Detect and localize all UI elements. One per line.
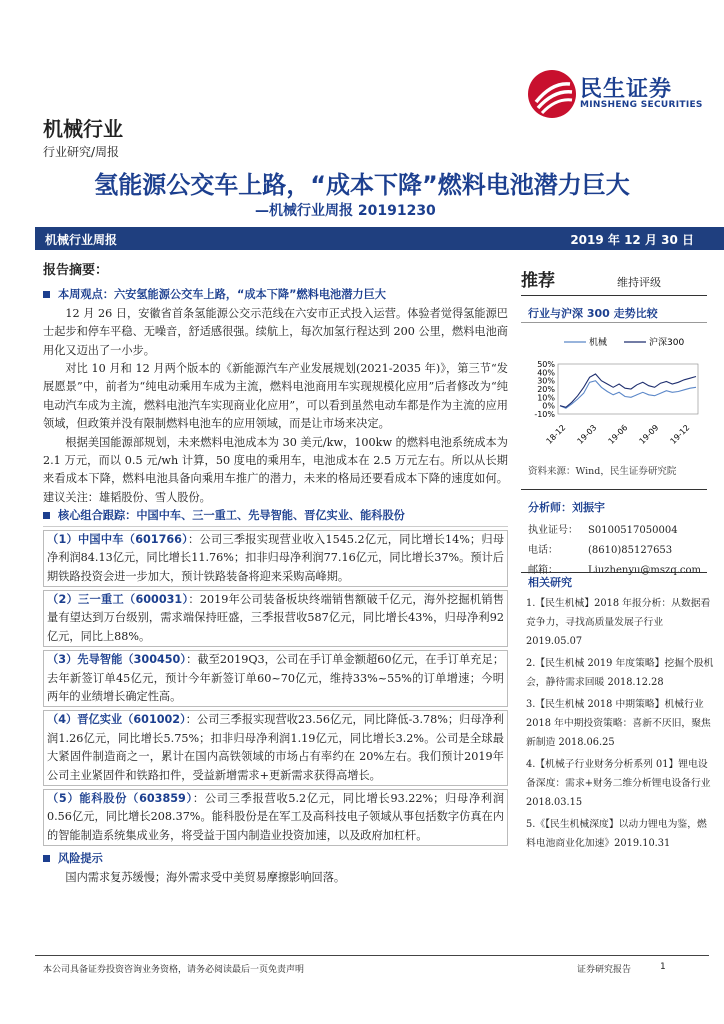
- analyst-name: 分析师：刘振宇: [528, 501, 605, 514]
- y-tick-label: 30%: [537, 376, 555, 386]
- stock-name: （3）先导智能（300450）: [47, 653, 187, 667]
- related-heading: 相关研究: [528, 576, 572, 589]
- stock-text: ：公司三季报实现营业收入1545.2亿元，同比增长14%；归母净利润84.13亿元，同比增长11.76%；扣非归母净利润77.16亿元，同比增长37%。预计后期铁路投资会进一步加大，预计铁路装备将迎来采购高峰期。: [47, 532, 505, 583]
- chart-source: 资料来源：Wind，民生证券研究院: [528, 466, 677, 477]
- page-number: 1: [660, 962, 666, 972]
- rating-label: 维持评级: [617, 276, 661, 289]
- report-title: 氢能源公交车上路，“成本下降”燃料电池潜力巨大: [94, 171, 630, 199]
- stock-name: （2）三一重工（600031）: [47, 592, 189, 606]
- trend-chart: [528, 330, 706, 450]
- section-view: [43, 286, 508, 304]
- logo-subtext: MINSHENG SECURITIES: [580, 100, 703, 110]
- y-tick-label: -10%: [534, 410, 555, 419]
- phone-label: 电话：: [528, 545, 558, 556]
- stock-text: ：公司三季报营收5.2亿元，同比增长93.22%；归母净利润0.56亿元，同比增长208.37%。能科股份是在军工及高科技电子领域从事包括数字仿真在内的智能制造系统集成业务，将受益于国内制造业投资加速，以及政府加杠杆。: [47, 791, 505, 842]
- risk-text: 国内需求复苏缓慢；海外需求受中美贸易摩擦影响回落。: [65, 870, 346, 884]
- report-subtitle: —机械行业周报 20191230: [255, 203, 436, 219]
- stock-item: [43, 530, 508, 587]
- stock-name: （1）中国中车（601766）: [47, 532, 189, 546]
- paragraph-3: 根据美国能源部规划，未来燃料电池成本为 30 美元/kw，100kw 的燃料电池系统成本为 2.1 万元，而以 0.5 元/wh 计算，50 度电的乘用车，电池成本在 2.5 万元左右。所以从长期来看成本下降，燃料电池具备向乘用车推广的潜力，未来的格局还要看成本下降的速度如何。建议关注：雄韬股份、雪人股份。: [43, 435, 508, 504]
- x-tick-label: 19-12: [668, 423, 692, 446]
- y-tick-label: 20%: [537, 385, 555, 394]
- report-date: 2019 年 12 月 30 日: [570, 233, 694, 247]
- phone-row: [528, 541, 701, 561]
- related-list: [526, 594, 716, 856]
- report-type: 行业研究/周报: [43, 145, 120, 159]
- y-tick-label: 40%: [537, 368, 555, 378]
- cert-label: 执业证号：: [528, 525, 578, 536]
- stock-list: [43, 526, 508, 847]
- y-tick-label: 0%: [542, 401, 555, 411]
- footer-disclaimer: 本公司具备证券投资咨询业务资格，请务必阅读最后一页免责声明: [43, 965, 305, 975]
- stock-item: [43, 789, 508, 846]
- logo-icon: [526, 68, 578, 120]
- series-line-1: [560, 374, 696, 407]
- cert-value: S0100517050004: [588, 525, 678, 536]
- industry-title: 机械行业: [43, 117, 123, 141]
- stock-text: ：2019年公司装备板块终端销售额破千亿元，海外挖掘机销售量有望达到万台级别，需求端保持旺盛，三季报营收587亿元，同比增长43%，归母净利92亿元，同比上88%。: [47, 592, 504, 643]
- view-label: 本周观点：六安氢能源公交车上路，“成本下降”燃料电池潜力巨大: [58, 288, 386, 302]
- risk-label: 风险提示: [58, 852, 103, 866]
- phone-value: (8610)85127653: [588, 545, 673, 556]
- section-risk: [43, 850, 508, 868]
- header-band: [35, 227, 724, 250]
- core-label: 核心组合跟踪：中国中车、三一重工、先导智能、晋亿实业、能科股份: [58, 509, 405, 523]
- divider: [521, 295, 707, 296]
- x-tick-label: 19-03: [575, 423, 599, 446]
- divider: [521, 489, 707, 490]
- related-item[interactable]: 1.【民生机械】2018 年报分析：从数据看竞争力，寻找高质量发展子行业 2019.05.07: [526, 598, 711, 647]
- footer-divider: [35, 955, 709, 956]
- related-item[interactable]: 3.【民生机械 2018 中期策略】机械行业 2018 年中期投资策略：喜新不厌旧，聚焦新制造 2018.06.25: [526, 699, 711, 748]
- stock-item: [43, 650, 508, 707]
- legend-label-machinery: 机械: [589, 338, 608, 348]
- logo-text: 民生证券: [580, 77, 673, 102]
- analyst-block: [528, 499, 701, 581]
- chart-title: 行业与沪深 300 走势比较: [528, 307, 658, 320]
- legend-label-hs300: 沪深300: [649, 338, 685, 348]
- stock-text: ：公司三季报实现营收23.56亿元，同比降低-3.78%；归母净利润1.26亿元，同比增长5.75%；扣非归母净利润1.19亿元，同比增长3.2%。公司是全球最大紧固件制造商之一，累计在国内高铁领域的市场占有率约在 20%左右。我们预计2019年公司主业紧固件和铁路扣件，受益新增需求+更新需求获得高增长。: [47, 713, 504, 782]
- y-tick-label: 50%: [537, 360, 555, 369]
- x-tick-label: 19-09: [637, 423, 661, 446]
- related-item[interactable]: 4.【机械子行业财务分析系列 01】锂电设备深度：需求+财务二维分析锂电设备行业 2018.03.15: [526, 759, 711, 808]
- stock-text: ：截至2019Q3，公司在手订单金额超60亿元，在手订单充足；去年新签订单45亿元，预计今年新签订单60~70亿元，维持33%~55%的订单增速；今明两年的业绩增长确定性高。: [47, 653, 505, 703]
- divider: [521, 322, 707, 323]
- stock-item: [43, 590, 508, 647]
- x-tick-label: 18-12: [544, 423, 568, 446]
- divider: [521, 572, 707, 573]
- bullet-square-icon: [43, 512, 50, 519]
- stock-name: （5）能科股份（603859）: [47, 791, 193, 805]
- plot-area: [534, 360, 698, 446]
- main-content: [43, 262, 508, 887]
- x-tick-label: 19-06: [606, 423, 630, 446]
- stock-name: （4）晋亿实业（601002）: [47, 713, 186, 727]
- summary-heading: 报告摘要：: [43, 263, 109, 278]
- y-tick-label: 10%: [537, 393, 555, 403]
- email-label: 邮箱：: [528, 565, 558, 576]
- section-core: [43, 507, 508, 525]
- series-line-0: [560, 381, 696, 409]
- paragraph-2: 对比 10 月和 12 月两个版本的《新能源汽车产业发展规划(2021-2035 年)》，第三节“发展愿景”中，前者为“纯电动乘用车成为主流，燃料电池商用车实现规模化应用”后者修改为“纯电动汽车成为主流，燃料电池汽车实现商业化应用”，可以看到虽然电动车都是作为主流的应用领域，但政策并没有限制燃料电池车的应用领域，而是让市场来决定。: [43, 362, 508, 431]
- related-item[interactable]: 2.【民生机械 2019 年度策略】挖掘个股机会，静待需求回暖 2018.12.28: [526, 658, 714, 688]
- band-left-label: 机械行业周报: [45, 233, 118, 247]
- bullet-square-icon: [43, 855, 50, 862]
- cert-row: [528, 521, 701, 541]
- footer-label: 证券研究报告: [577, 965, 632, 975]
- recommend-label: 推荐: [521, 271, 555, 291]
- stock-item: [43, 710, 508, 786]
- bullet-square-icon: [43, 291, 50, 298]
- email-value[interactable]: Liuzhenyu@mszq.com: [588, 565, 702, 576]
- related-item[interactable]: 5.《【民生机械深度】以动力锂电为鉴，燃料电池商业化加速》2019.10.31: [526, 819, 707, 849]
- paragraph-1: 12 月 26 日，安徽省首条氢能源公交示范线在六安市正式投入运营。体验者觉得氢能源巴士起步和停车平稳、无噪音，舒适感很强。续航上，每次加氢行程达到 200 公里，燃料电池商用化又迈出了一小步。: [43, 306, 508, 357]
- chart-legend: [564, 336, 684, 348]
